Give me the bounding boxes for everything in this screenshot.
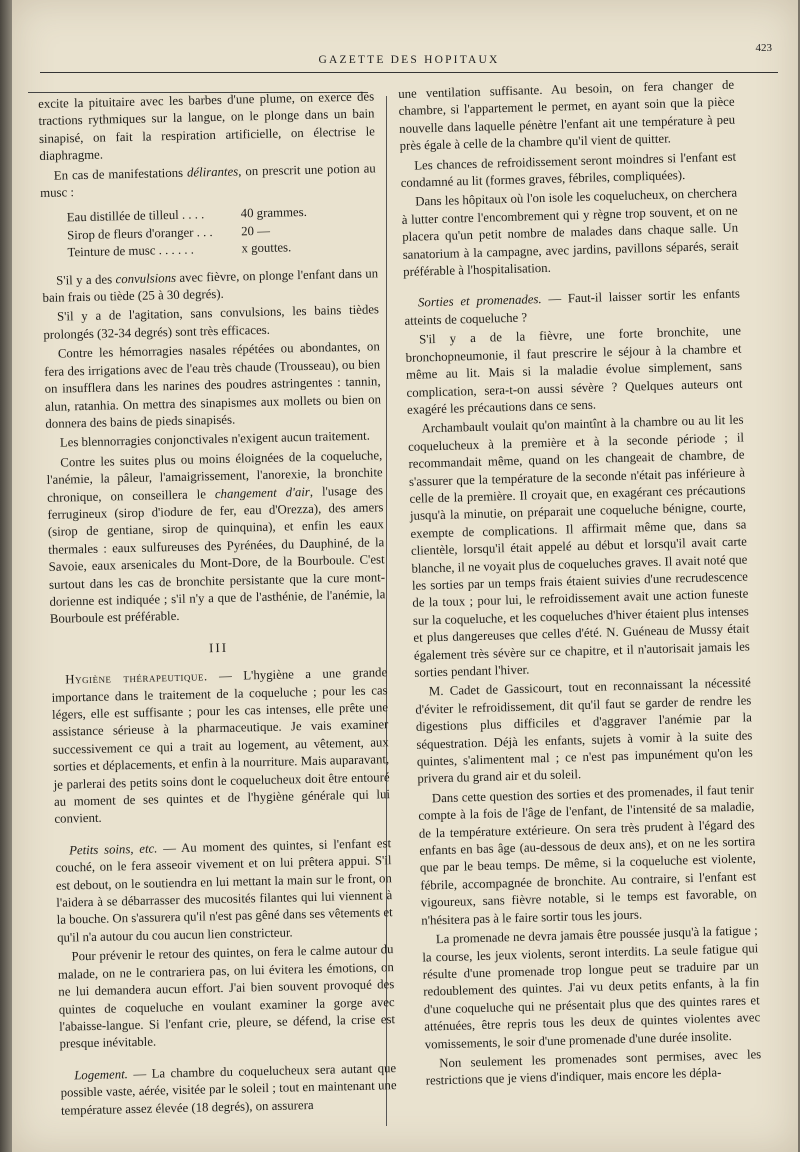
running-title: GAZETTE DES HOPITAUX [318,54,500,66]
ingredient: Teinture de musc . . . . . . [67,242,195,260]
section-lead: Petits soins, etc. [68,841,158,858]
text: avec fièvre, on plonge l'enfant dans un bain frais ou tiède (25 à 30 degrés). [42,265,379,306]
paragraph: Archambault voulait qu'on maintînt à la chambre ou au lit les coquelucheux à la première et à la seconde période ; il recommandait même, quand on les changeait de chambre, de s'assurer que la température de la seconde n'était pas inférieure à celle de la première. Il croyait que, en exagérant ces précautions jusqu'à la minutie, on préparait une coqueluche bénigne, courte, exempte de complications. Il affirmait même que, dans sa clientèle, lorsqu'il était appelé au début et lorsqu'il avait carte blanche, il ne voyait plus de coqueluches graves. Il avait noté que les sorties par un temps frais étaient suivies d'une recrudescence de la toux ; pour lui, le refroidissement avait une action funeste sur la coqueluche, et les coqueluches d'hiver étaient plus intenses et plus dangereuses que celles d'été. N. Guéneau de Mussy était également très sévère sur ce chapitre, et il n'autorisait jamais les sorties pendant l'hiver. [407,412,750,680]
paragraph [42,265,379,307]
paragraph [60,1060,397,1120]
dose: 40 grammes. [240,205,307,221]
text: Contre les suites plus ou moins éloignées de la coqueluche, l'anémie, la pâleur, l'amaigrissement, l'anorexie, la bronchite chronique, on conseillera le [46,448,383,505]
paragraph: S'il y a de la fièvre, une forte bronchite, une bronchopneumonie, il faut prescrire le séjour à la chambre et même au lit. Mais si la maladie évolue simplement, sans complication, sera-t-on aussi sévère ? Quelques auteurs ont exagéré les précautions dans ce sens. [405,323,743,417]
paragraph: La promenade ne devra jamais être poussée jusqu'à la fatigue ; la course, les jeux violents, seront interdits. La seule fatigue qui résulte d'une promenade trop longue peut se traduire par un redoublement des quintes. J'ai vu deux petits enfants, à la fin d'une coqueluche qui ne présentait plus que des quintes rares et atténuées, être repris tous les deux de quintes violentes avec vomissements, le soir d'une promenade d'une durée insolite. [422,923,761,1052]
section-lead: Logement. [74,1066,129,1083]
paragraph: Dans les hôpitaux où l'on isole les coquelucheux, on cherchera à lutter contre l'encombrement qui y règne trop souvent, et on ne placera qu'un petit nombre de malades dans chaque salle. Un sanatorium à la campagne, avec jardins, pavillons séparés, serait préférable à l'hospitalisation. [401,186,739,279]
dose: 20 — [240,223,271,239]
emphasis: convulsions [115,270,177,286]
paragraph [40,160,377,202]
text: En cas de manifestations [53,165,188,183]
ingredient: Eau distillée de tilleul . . . . [66,207,205,225]
page-header [40,42,778,73]
right-column [398,77,762,1093]
emphasis: délirantes [186,164,239,180]
text: S'il y a des [56,271,116,288]
paragraph: Contre les hémorragies nasales répétées ou abondantes, on fera des irrigations avec de l'eau très chaude (Trousseau), ou bien on insufflera dans les narines des poudres astringentes : tannin, alun, ratanhia. On mettra des sinapismes aux mollets ou bien on donnera des bains de pieds sinapisés. [44,339,382,431]
dose: x gouttes. [241,240,292,256]
text: — L'hygiène a une grande importance dans le traitement de la coqueluche ; pour les cas légers, elle est suffisante ; pour les cas intenses, elle prête une assistance sérieuse à la pharmaceutique. Je vais examiner successivement ce qui a trait au logement, au vêtement, aux sorties et déplacements, et enfin à la nourriture. Mais auparavant, je parlerai des petits soins dont le coquelucheux doit être entouré au moment de ses quintes et de l'hygiène générale qui lui convient. [51,665,391,827]
text: — La chambre du coquelucheux sera autant que possible vaste, aérée, visitée par le soleil ; tout en maintenant une température assez élevée (18 degrés), on assurera [60,1060,397,1118]
paragraph: Pour prévenir le retour des quintes, on fera le calme autour du malade, on ne le contrariera pas, on lui évitera les émotions, on ne lui demandera aucun effort. J'ai bien souvent provoqué des quintes de coqueluche en voulant examiner la gorge avec l'abaisse-langue. Si l'enfant crie, pleure, se défend, la crise est presque inévitable. [57,942,396,1052]
paragraph: excite la pituitaire avec les barbes d'une plume, on exerce des tractions rythmiques sur la langue, on le plonge dans un bain sinapisé, on fait la respiration artificielle, on électrise le diaphragme. [38,89,376,164]
paragraph: S'il y a de l'agitation, sans convulsions, les bains tièdes prolongés (32-34 degrés) sont très efficaces. [43,302,380,342]
page-number: 423 [755,42,772,54]
paragraph [46,447,386,629]
paragraph [55,835,393,947]
text: — Au moment des quintes, si l'enfant est couché, on le fera asseoir vivement et on lui prêtera appui. S'il est debout, on le soutiendra en lui mettant la main sur le front, on l'aidera à se débarrasser des mucosités filantes qui lui viennent à la bouche. On s'assurera qu'il n'est pas gêné dans ses vêtements et qu'il n'a autour du cou aucun lien constricteur. [55,836,393,945]
section-lead: Sorties et promenades. [417,292,542,310]
emphasis: changement d'air [214,484,310,501]
text: — Faut-il laisser sortir les enfants atteints de coqueluche ? [404,287,741,328]
prescription [67,203,378,262]
left-column [38,88,397,1121]
paragraph: M. Cadet de Gassicourt, tout en reconnaissant la nécessité d'éviter le refroidissement, dit qu'il faut se garder de rendre les digestions plus difficiles et d'aggraver l'anémie par la séquestration. Déjà les enfants, sujets à vomir à la suite des quintes, s'alimentent mal ; ce n'est pas impunément qu'on les privera du grand air et du soleil. [415,675,753,787]
paragraph: Non seulement les promenades sont permises, avec les restrictions que je viens d'indiquer, mais encore les dépla- [425,1047,762,1088]
section-lead: Hygiène thérapeutique. [65,669,208,687]
paragraph: une ventilation suffisante. Au besoin, on fera changer de chambre, si l'appartement le permet, en ayant soin que la pièce nouvelle dans laquelle pénètre l'enfant ait une température à peu près égale à celle de la chambre qu'il vient de quitter. [398,77,736,154]
paragraph: Les chances de refroidissement seront moindres si l'enfant est condamné au lit (formes graves, fébriles, compliquées). [400,149,737,190]
scan-edge [0,0,12,1152]
text: , on prescrit une potion au musc : [40,160,376,201]
paragraph: Dans cette question des sorties et des promenades, il faut tenir compte à la fois de l'âge de l'enfant, de l'intensité de sa maladie, de la température extérieure. On sera très prudent à l'égard des enfants en bas âge (au-dessous de deux ans), et on ne les sortira que par le beau temps. De même, si la coqueluche est violente, fébrile, accompagnée de bronchite. Au contraire, si l'enfant est vigoureux, sans fièvre notable, si le temps est favorable, on n'hésitera pas à le faire sortir tous les jours. [418,782,757,928]
ingredient: Sirop de fleurs d'oranger . . . [67,224,213,243]
section-heading: III [208,639,229,656]
paragraph: Les blennorragies conjonctivales n'exigent aucun traitement. [59,428,370,450]
paragraph [51,664,390,828]
text: , l'usage des ferrugineux (sirop d'iodure de fer, eau d'Orezza), des amers (sirop de gentiane, sirop de quinquina), et enfin les eaux thermales : eaux sulfureuses des Pyrénées, du Dauphiné, de la Savoie, eaux arsenicales du Mont-Dore, de la Bourboule. C'est surtout dans les cas de bronchite persistante que la cure mont-dorienne est indiquée ; s'il n'y a que de l'asthénie, de l'anémie, la Bourboule est préférable. [47,482,386,627]
